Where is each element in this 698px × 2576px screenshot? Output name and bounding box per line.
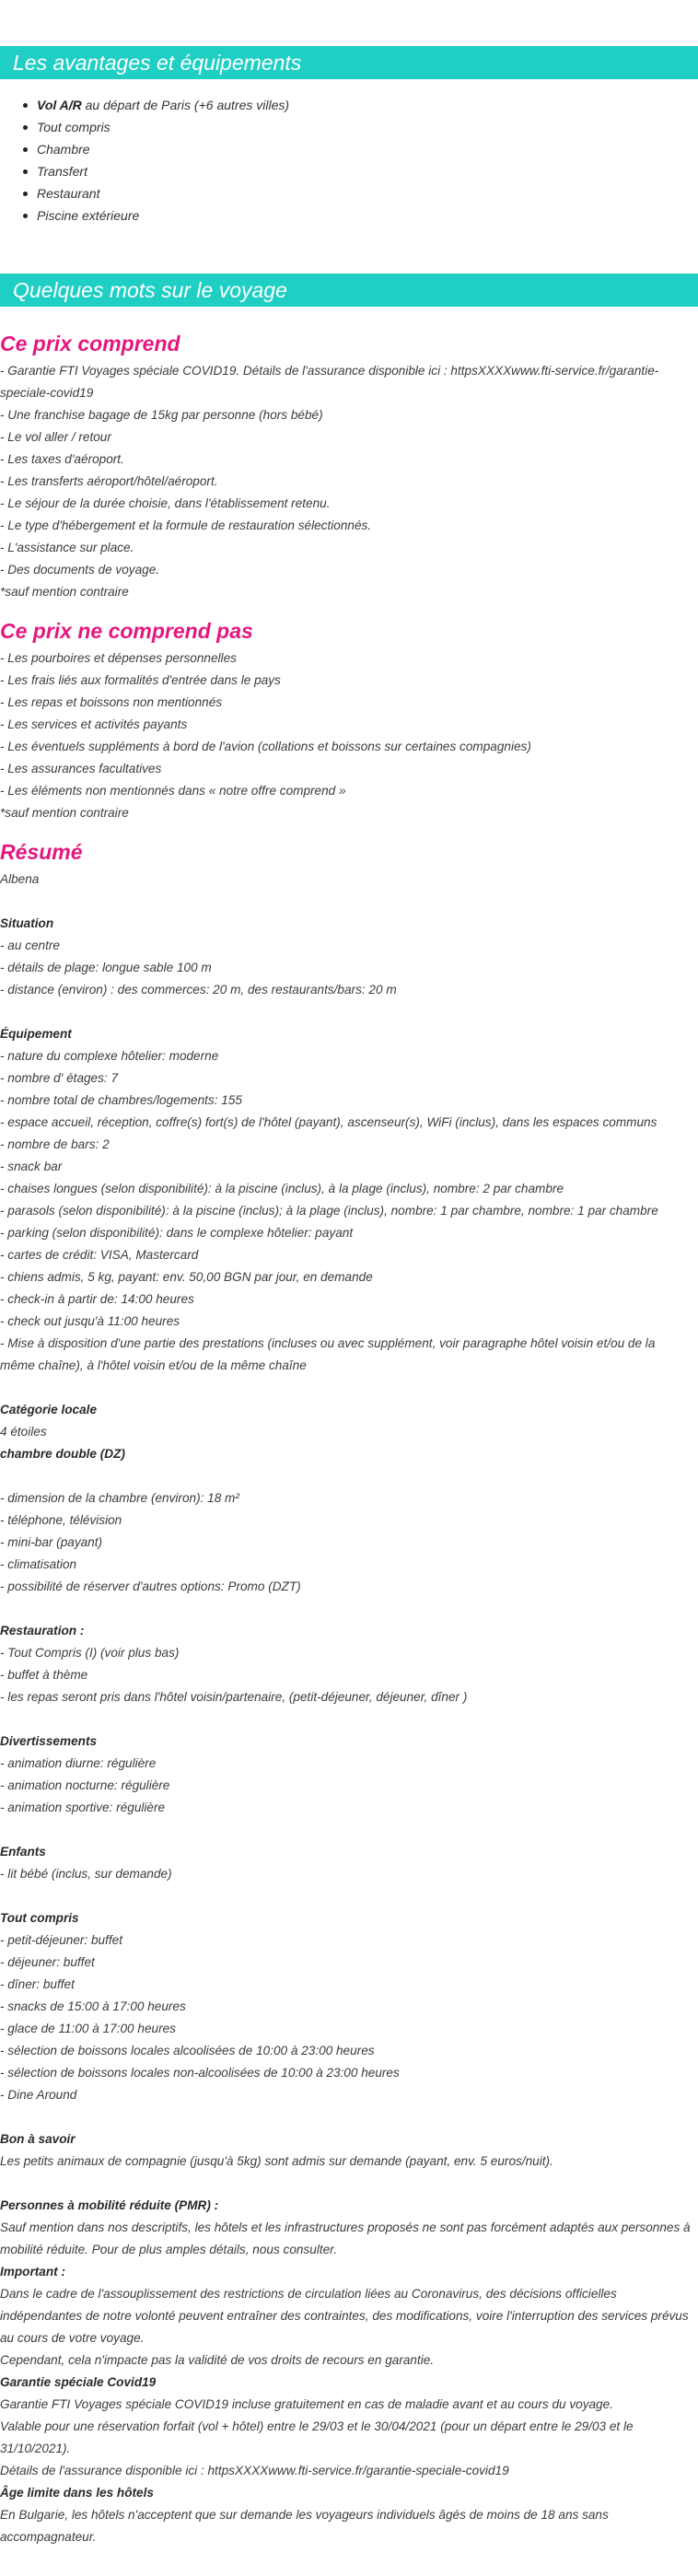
equipement-line: - Mise à disposition d'une partie des prestations (incluses ou avec supplément, voir paragraphe hôtel voisin et/ou de la même chaîne), à l'hôtel voisin et/ou de la même chaîne [0, 1336, 656, 1372]
restauration-line: - buffet à thème [0, 1668, 88, 1682]
equipement-line: - snack bar [0, 1160, 63, 1173]
equipement-line: - nombre de bars: 2 [0, 1137, 110, 1151]
voyage-content [0, 327, 692, 2548]
tout-compris-title: Tout compris [0, 1911, 79, 1925]
comprend-line: - Garantie FTI Voyages spéciale COVID19. Détails de l'assurance disponible ici : httpsXXXXwww.fti-service.fr/garantie-speciale-covid19 [0, 364, 659, 400]
comprend-line: - Les taxes d'aéroport. [0, 452, 124, 466]
avantages-section-header: Les avantages et équipements [0, 46, 698, 79]
enfants-title: Enfants [0, 1845, 46, 1859]
situation-line: - au centre [0, 938, 60, 952]
tout-compris-line: - sélection de boissons locales non-alcoolisées de 10:00 à 23:00 heures [0, 2066, 400, 2080]
equipement-line: - chaises longues (selon disponibilité): à la piscine (inclus), à la plage (inclus), nombre: 2 par chambre [0, 1182, 564, 1195]
divertissements-line: - animation nocturne: régulière [0, 1778, 170, 1792]
comprend-line: - Le type d'hébergement et la formule de restauration sélectionnés. [0, 519, 372, 532]
bon-savoir-text: Les petits animaux de compagnie (jusqu'à 5kg) sont admis sur demande (payant, env. 5 euros/nuit). [0, 2154, 553, 2168]
tout-compris-line: - déjeuner: buffet [0, 1955, 95, 1969]
comprend-line: - Le vol aller / retour [0, 430, 111, 444]
ne-comprend-line: - Les assurances facultatives [0, 762, 162, 775]
ne-comprend-note: *sauf mention contraire [0, 806, 129, 820]
situation-line: - détails de plage: longue sable 100 m [0, 961, 212, 974]
garantie-text: Garantie FTI Voyages spéciale COVID19 incluse gratuitement en cas de maladie avant et au cours du voyage. [0, 2397, 613, 2411]
equipement-line: - espace accueil, réception, coffre(s) fort(s) de l'hôtel (payant), ascenseur(s), WiFi (inclus), dans les espaces communs [0, 1115, 657, 1129]
feature-item: Tout compris [18, 116, 289, 138]
room-line: - climatisation [0, 1557, 77, 1571]
comprend-line: - L'assistance sur place. [0, 541, 134, 554]
ne-comprend-title: Ce prix ne comprend pas [0, 619, 253, 643]
restauration-title: Restauration : [0, 1624, 85, 1638]
feature-item: Chambre [18, 138, 289, 160]
feature-vol-strong: Vol A/R [37, 98, 82, 112]
tout-compris-line: - snacks de 15:00 à 17:00 heures [0, 1999, 186, 2013]
comprend-line: - Le séjour de la durée choisie, dans l'établissement retenu. [0, 496, 331, 510]
comprend-note: *sauf mention contraire [0, 585, 129, 599]
ne-comprend-line: - Les services et activités payants [0, 717, 188, 731]
room-line: - dimension de la chambre (environ): 18 m² [0, 1491, 239, 1505]
pmr-text: Sauf mention dans nos descriptifs, les hôtels et les infrastructures proposés ne sont pas forcément adaptés aux personnes à mobilité réduite. Pour de plus amples détails, nous consulter. [0, 2220, 691, 2256]
pmr-title: Personnes à mobilité réduite (PMR) : [0, 2198, 219, 2212]
important-text: Dans le cadre de l'assouplissement des restrictions de circulation liées au Coronavirus, des décisions officielles indépendantes de notre volonté peuvent entraîner des contraintes, des modifications, voire l'interruption des services prévus au cours de votre voyage. [0, 2287, 689, 2345]
equipement-line: - cartes de crédit: VISA, Mastercard [0, 1248, 199, 1262]
ne-comprend-line: - Les repas et boissons non mentionnés [0, 695, 223, 709]
enfants-line: - lit bébé (inclus, sur demande) [0, 1867, 172, 1881]
room-title: chambre double (DZ) [0, 1447, 125, 1461]
restauration-line: - Tout Compris (I) (voir plus bas) [0, 1646, 180, 1660]
divertissements-line: - animation diurne: régulière [0, 1756, 157, 1770]
equipement-title: Équipement [0, 1027, 72, 1041]
garantie-text-3: Détails de l'assurance disponible ici : httpsXXXXwww.fti-service.fr/garantie-speciale-covid19 [0, 2464, 509, 2477]
room-line: - téléphone, télévision [0, 1513, 122, 1527]
tout-compris-line: - glace de 11:00 à 17:00 heures [0, 2022, 176, 2035]
feature-item: Piscine extérieure [18, 204, 289, 227]
divertissements-title: Divertissements [0, 1734, 98, 1748]
feature-vol-rest: au départ de Paris (+6 autres villes) [81, 98, 290, 112]
age-limite-title: Âge limite dans les hôtels [0, 2486, 154, 2500]
equipement-line: - nombre total de chambres/logements: 155 [0, 1093, 242, 1107]
situation-line: - distance (environ) : des commerces: 20 m, des restaurants/bars: 20 m [0, 983, 397, 997]
comprend-title: Ce prix comprend [0, 332, 180, 356]
features-list [18, 94, 289, 227]
situation-title: Situation [0, 916, 54, 930]
ne-comprend-line: - Les éventuels suppléments à bord de l'avion (collations et boissons sur certaines compagnies) [0, 740, 531, 753]
ne-comprend-line: - Les pourboires et dépenses personnelles [0, 651, 237, 665]
feature-item: Restaurant [18, 182, 289, 204]
important-title: Important : [0, 2265, 65, 2279]
ne-comprend-line: - Les éléments non mentionnés dans « notre offre comprend » [0, 784, 346, 798]
categorie-value: 4 étoiles [0, 1425, 47, 1439]
age-limite-text: En Bulgarie, les hôtels n'acceptent que sur demande les voyageurs individuels âgés de moins de 18 ans sans accompagnateur. [0, 2508, 609, 2544]
feature-item: Transfert [18, 160, 289, 182]
tout-compris-line: - Dine Around [0, 2088, 77, 2102]
garantie-text-2: Valable pour une réservation forfait (vol + hôtel) entre le 29/03 et le 30/04/2021 (pour un départ entre le 29/03 et le 31/10/2021). [0, 2419, 634, 2455]
tout-compris-line: - dîner: buffet [0, 1977, 75, 1991]
equipement-line: - check-in à partir de: 14:00 heures [0, 1292, 194, 1306]
feature-item-vol [18, 94, 289, 116]
garantie-title: Garantie spéciale Covid19 [0, 2375, 157, 2389]
divertissements-line: - animation sportive: régulière [0, 1801, 166, 1814]
voyage-section-header: Quelques mots sur le voyage [0, 274, 698, 307]
room-line: - possibilité de réserver d'autres options: Promo (DZT) [0, 1579, 301, 1593]
restauration-line: - les repas seront pris dans l'hôtel voisin/partenaire, (petit-déjeuner, déjeuner, dîner ) [0, 1690, 468, 1704]
categorie-title: Catégorie locale [0, 1403, 98, 1416]
comprend-line: - Des documents de voyage. [0, 563, 160, 577]
equipement-line: - nombre d' étages: 7 [0, 1071, 119, 1085]
bon-savoir-title: Bon à savoir [0, 2132, 76, 2146]
equipement-line: - chiens admis, 5 kg, payant: env. 50,00 BGN par jour, en demande [0, 1270, 373, 1284]
equipement-line: - parasols (selon disponibilité): à la piscine (inclus); à la plage (inclus), nombre: 1 par chambre, nombre: 1 par chambre [0, 1204, 658, 1218]
equipement-line: - nature du complexe hôtelier: moderne [0, 1049, 219, 1063]
equipement-line: - parking (selon disponibilité): dans le complexe hôtelier: payant [0, 1226, 354, 1240]
equipement-line: - check out jusqu'à 11:00 heures [0, 1314, 180, 1328]
tout-compris-line: - petit-déjeuner: buffet [0, 1933, 122, 1947]
room-line: - mini-bar (payant) [0, 1535, 103, 1549]
ne-comprend-line: - Les frais liés aux formalités d'entrée dans le pays [0, 673, 281, 687]
important-text-2: Cependant, cela n'impacte pas la validité de vos droits de recours en garantie. [0, 2353, 435, 2367]
resume-place: Albena [0, 872, 40, 886]
tout-compris-line: - sélection de boissons locales alcoolisées de 10:00 à 23:00 heures [0, 2044, 375, 2057]
resume-title: Résumé [0, 840, 83, 864]
comprend-line: - Une franchise bagage de 15kg par personne (hors bébé) [0, 408, 323, 422]
comprend-line: - Les transferts aéroport/hôtel/aéroport. [0, 474, 218, 488]
